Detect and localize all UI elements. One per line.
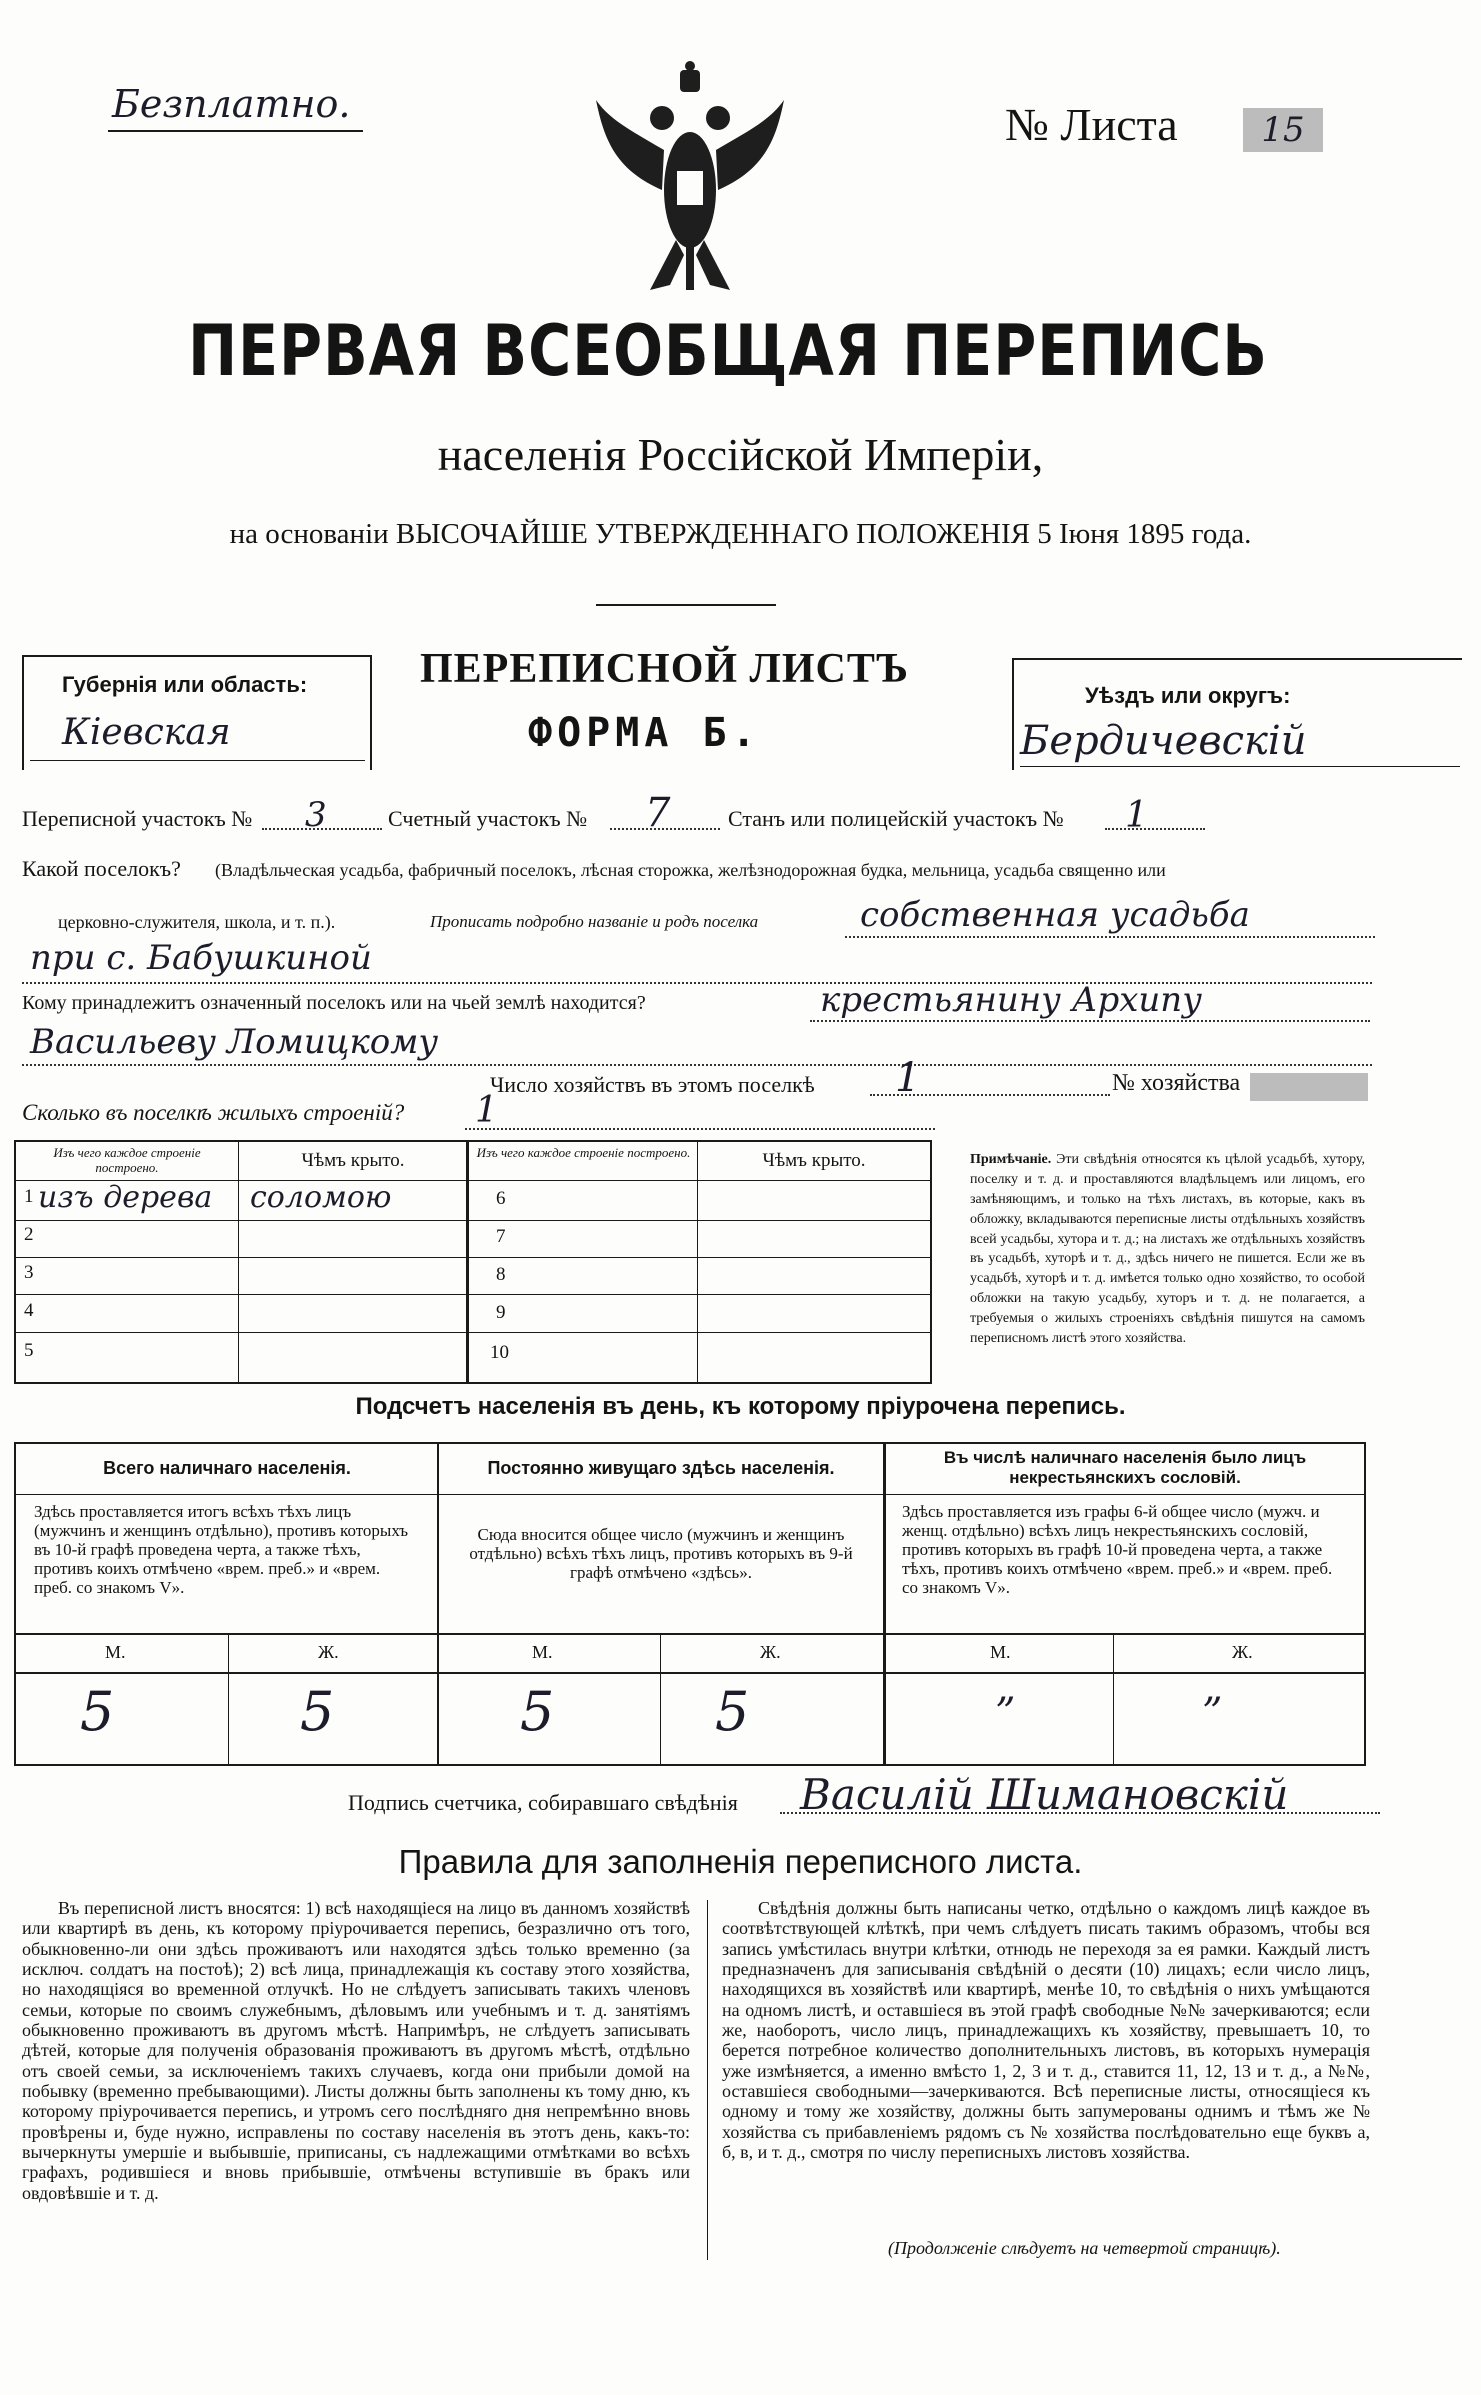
households-value: 1 <box>895 1055 921 1101</box>
poselok-dots-1 <box>845 936 1375 938</box>
population-zh-3: Ж. <box>1232 1642 1253 1662</box>
gubernia-box-left <box>22 655 24 770</box>
buildings-row-num: 5 <box>24 1340 34 1361</box>
buildings-table <box>14 1140 932 1384</box>
sheet-number-value: 15 <box>1243 108 1323 152</box>
population-value-zh-3: ” <box>1202 1690 1223 1736</box>
buildings-row-num: 7 <box>496 1226 506 1247</box>
gubernia-value: Кіевская <box>62 712 231 753</box>
population-value-m-1: 5 <box>80 1680 115 1743</box>
buildings-row-line-4 <box>14 1332 930 1333</box>
stan-label: Станъ или полицейскій участокъ № <box>728 806 1064 831</box>
population-m-2: М. <box>532 1642 553 1662</box>
rules-left-text: Въ переписной листъ вносятся: 1) всѣ находящіеся на лицо въ данномъ хозяйствѣ или квартирѣ въ день, къ которому пріурочивается перепись, безразлично отъ того, обыкновенно-ли они здѣсь проживаютъ или находятся здѣсь только временно (за исключ. солдатъ на постоѣ); 2) всѣ лица, принадлежащія къ составу этого хозяйства, но находящіяся во временной отлучкѣ. Но не слѣдуетъ записывать такихъ членовъ семьи, которые по своимъ служебнымъ, дѣловымъ или учебнымъ и т. д. занятіямъ обыкновенно проживаютъ въ другомъ мѣстѣ. Напримѣръ, не слѣдуетъ записывать дѣтей, которые для полученія образованія проживаютъ въ другомъ мѣстѣ, отдѣльно отъ своей семьи, за исключеніемъ такихъ случаевъ, когда они прибыли домой на побывку (временно пребывающими). Листы должны быть заполнены къ тому дню, къ которому пріурочивается перепись, и утромъ сего послѣдняго дня непремѣнно вновь провѣрены и, буде нужно, исправлены по составу населенія въ этотъ день, какъ-то: вычеркнуты умершіе и выбывшіе, приписаны, съ надлежащими отмѣтками во всѣхъ графахъ, родившіеся и вновь прибывшіе, отмѣчены вступившіе въ бракъ или овдовѣвшіе и т. д. <box>22 1898 690 2203</box>
population-col2-title: Постоянно живущаго здѣсь населенія. <box>487 1458 835 1478</box>
household-no-stamp <box>1250 1073 1368 1101</box>
population-col1-title: Всего наличнаго населенія. <box>103 1458 351 1478</box>
title-divider <box>596 604 776 606</box>
population-title-line <box>14 1494 1364 1495</box>
household-no-label: № хозяйства <box>1112 1070 1241 1096</box>
buildings-row-num: 2 <box>24 1224 34 1245</box>
population-split-3 <box>1113 1634 1114 1764</box>
signature-value: Василій Шимановскій <box>800 1770 1289 1819</box>
gubernia-box-top <box>22 655 372 657</box>
gubernia-label: Губернія или область: <box>62 672 308 697</box>
free-label: Безплатно. <box>112 82 351 126</box>
population-col3-title: Въ числѣ наличнаго населенія было лицъ некрестьянскихъ сословій. <box>943 1448 1307 1488</box>
uezd-box-left <box>1012 658 1014 770</box>
buildings-row-line-2 <box>14 1257 930 1258</box>
buildings-value: 1 <box>475 1090 498 1131</box>
population-mzh-bottom <box>14 1672 1364 1674</box>
buildings-row-num: 10 <box>490 1342 509 1363</box>
gubernia-box-right <box>370 655 372 770</box>
population-value-m-3: ” <box>995 1690 1016 1736</box>
population-split-1 <box>228 1634 229 1764</box>
poselok-hint-2: церковно-служителя, школа, и т. п.). <box>58 912 336 932</box>
uezd-value: Бердичевскій <box>1020 718 1307 764</box>
buildings-label: Сколько въ поселкѣ жилыхъ строеній? <box>22 1100 405 1125</box>
buildings-table-col-l <box>238 1140 239 1382</box>
signature-label: Подпись счетчика, собиравшаго свѣдѣнія <box>348 1790 738 1815</box>
schetny-value: 7 <box>645 790 671 836</box>
stan-value: 1 <box>1125 795 1148 836</box>
rules-continued: (Продолженіе слѣдуетъ на четвертой страницѣ). <box>888 2238 1281 2258</box>
owner-value-1: крестьянину Архипу <box>820 980 1202 1020</box>
gubernia-underline <box>30 760 365 761</box>
buildings-row-line-1 <box>14 1220 930 1221</box>
owner-label: Кому принадлежитъ означенный поселокъ или на чьей землѣ находится? <box>22 992 646 1014</box>
buildings-col-material-l: Изъ чего каждое строеніе построено. <box>53 1145 201 1175</box>
buildings-row-line-3 <box>14 1294 930 1295</box>
households-label: Число хозяйствъ въ этомъ поселкѣ <box>490 1072 815 1097</box>
uezd-box-top <box>1012 658 1462 660</box>
census-title: ПЕРВАЯ ВСЕОБЩАЯ ПЕРЕПИСЬ <box>188 310 1268 392</box>
buildings-col-material-r: Изъ чего каждое строеніе построено. <box>476 1145 691 1160</box>
population-col-div-1 <box>437 1442 439 1764</box>
population-mzh-top <box>14 1633 1364 1635</box>
population-zh-2: Ж. <box>760 1642 781 1662</box>
buildings-row1-roof: соломою <box>250 1180 392 1215</box>
poselok-instruction: Прописать подробно названіе и родъ поселка <box>430 912 759 931</box>
owner-dots-2 <box>22 1064 1372 1066</box>
buildings-row-num: 4 <box>24 1300 34 1321</box>
buildings-row-num: 8 <box>496 1264 506 1285</box>
note-block <box>970 1150 1365 1349</box>
buildings-row-num: 3 <box>24 1262 34 1283</box>
poselok-value-1: собственная усадьба <box>860 895 1250 935</box>
note-title: Примѣчаніе. <box>970 1152 1052 1167</box>
free-underline <box>108 130 363 132</box>
population-value-zh-2: 5 <box>715 1680 750 1743</box>
buildings-row1-material: изъ дерева <box>38 1180 213 1215</box>
rules-divider <box>707 1900 708 2260</box>
buildings-table-col-r <box>697 1140 698 1382</box>
poselok-label: Какой поселокъ? <box>22 856 181 881</box>
buildings-row-num: 1 <box>24 1186 34 1207</box>
population-value-zh-1: 5 <box>300 1680 335 1743</box>
census-subtitle: населенія Россійской Имперіи, <box>437 429 1044 480</box>
owner-value-2: Васильеву Ломицкому <box>30 1022 439 1062</box>
rules-right-text: Свѣдѣнія должны быть написаны четко, отдѣльно о каждомъ лицѣ каждое въ соотвѣтствующей клѣткѣ, при чемъ слѣдуетъ писать такимъ образомъ, чтобы вся запись умѣстилась внутри клѣтки, отнюдь не переходя за ея рамки. Каждый листъ предназначенъ для записыванія свѣдѣній о десяти (10) лицахъ; если число лицъ, находящихся въ хозяйствѣ или квартирѣ, менѣе 10, то свѣдѣнія о нихъ умѣщаются на одномъ листѣ, и оставшіеся въ этой графѣ свободные №№ зачеркиваются; если же, наоборотъ, число лицъ, принадлежащихъ къ хозяйству, превышаетъ 10, то берется потребное количество дополнительныхъ листовъ, въ которыхъ нумерація уже измѣняется, а именно вмѣсто 1, 2, 3 и т. д., ставится 11, 12, 13 и т. д., а №№, оставшіеся свободными—зачеркиваются. Всѣ переписные листы, относящіеся къ одному и тому же хозяйству, должны быть запумерованы однимъ и тѣмъ же № хозяйства съ прибавленіемъ рядомъ съ № хозяйства послѣдовательно еще буквъ а, б, в, и т. д., смотря по числу переписныхъ листовъ хозяйства. <box>722 1898 1370 2162</box>
population-zh-1: Ж. <box>318 1642 339 1662</box>
buildings-dots <box>465 1128 935 1130</box>
population-heading: Подсчетъ населенія въ день, къ которому пріурочена перепись. <box>355 1393 1126 1420</box>
uezd-label: Уѣздъ или округъ: <box>1085 683 1291 708</box>
buildings-col-roof-l: Чѣмъ крыто. <box>301 1150 405 1171</box>
rules-title: Правила для заполненія переписного листа. <box>398 1843 1083 1880</box>
population-m-3: М. <box>990 1642 1011 1662</box>
poselok-value-2: при с. Бабушкиной <box>30 938 372 978</box>
population-table <box>14 1442 1366 1766</box>
buildings-row-num: 6 <box>496 1188 506 1209</box>
note-text: Эти свѣдѣнія относятся къ цѣлой усадьбѣ, хутору, поселку и т. д. и проставляются владѣльцемъ или лицомъ, его замѣняющимъ, и только на тѣхъ листахъ, въ которые, какъ въ обложку, вкладываются переписные листы отдѣльныхъ хозяйствъ всей усадьбы, хутора и т. д.; на листахъ же отдѣльныхъ хозяйствъ въ усадьбѣ, хуторѣ и т. д., здѣсь ничего не пишется. Если же въ усадьбѣ, хуторѣ и т. д. имѣется только одно хозяйство, то особой обложки на такую усадьбу, хуторъ и т. д. не полагается, а требуемыя о жилыхъ строеніяхъ свѣдѣнія пишутся на самомъ переписномъ листѣ этого хозяйства. <box>970 1152 1366 1346</box>
population-m-1: М. <box>105 1642 126 1662</box>
census-basis: на основаніи ВЫСОЧАЙШЕ УТВЕРЖДЕННАГО ПОЛОЖЕНІЯ 5 Іюня 1895 года. <box>229 518 1252 550</box>
population-col-div-2 <box>883 1442 886 1764</box>
population-col3-text: Здѣсь проставляется изъ графы 6-й общее число (мужч. и женщ. отдѣльно) всѣхъ лицъ некрестьянскихъ сословій, противъ которыхъ въ графѣ 10-й проведена черта, а также тѣхъ, противъ коихъ отмѣчено «врем. преб.» и «врем. преб. со знакомъ V». <box>902 1502 1333 1598</box>
poselok-hint: (Владѣльческая усадьба, фабричный поселокъ, лѣсная сторожка, желѣзнодорожная будка, мельница, усадьба священно или <box>215 860 1166 880</box>
schetny-label: Счетный участокъ № <box>388 806 588 831</box>
uezd-underline <box>1020 766 1460 767</box>
buildings-row-num: 9 <box>496 1302 506 1323</box>
double-headed-eagle-icon <box>590 60 790 305</box>
buildings-col-roof-r: Чѣмъ крыто. <box>762 1150 866 1171</box>
form-b-label: ФОРМА Б. <box>528 710 761 756</box>
uchastok-label: Переписной участокъ № <box>22 806 253 831</box>
uchastok-value: 3 <box>305 795 327 835</box>
sheet-number-label: № Листа <box>1005 99 1178 150</box>
population-col1-text: Здѣсь проставляется итогъ всѣхъ тѣхъ лицъ (мужчинъ и женщинъ отдѣльно), противъ которыхъ въ 10-й графѣ проведена черта, а также тѣхъ, противъ коихъ отмѣчено «врем. преб.» и «врем. преб. со знакомъ V». <box>34 1502 408 1598</box>
sheet-form-title: ПЕРЕПИСНОЙ ЛИСТЪ <box>420 646 909 692</box>
owner-dots-1 <box>810 1020 1370 1022</box>
buildings-table-mid <box>466 1140 469 1382</box>
population-value-m-2: 5 <box>520 1680 555 1743</box>
population-col2-text: Сюда вносится общее число (мужчинъ и женщинъ отдѣльно) всѣхъ тѣхъ лицъ, противъ которыхъ въ 9-й графѣ отмѣчено «здѣсь». <box>469 1525 853 1583</box>
stan-dots <box>1105 828 1205 830</box>
population-split-2 <box>660 1634 661 1764</box>
